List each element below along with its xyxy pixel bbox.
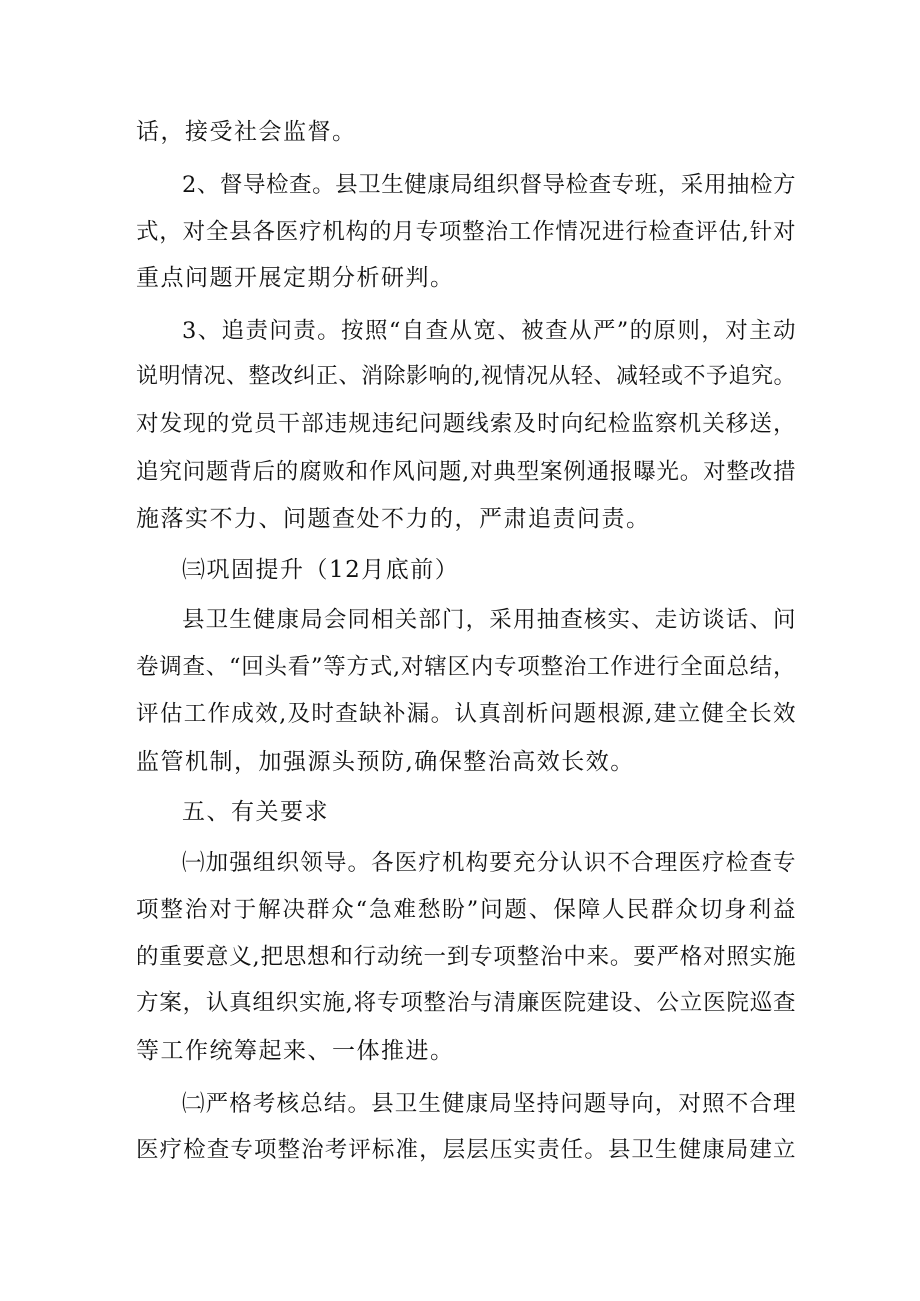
text-line: ㈡严格考核总结。县卫生健康局坚持问题导向，对照不合理 — [182, 1091, 796, 1117]
section-heading: 五、有关要求 — [182, 799, 329, 825]
text-line: 2、督导检查。县卫生健康局组织督导检查专班，采用抽检方 — [182, 172, 796, 198]
text-line: 卷调查、“回头看”等方式,对辖区内专项整治工作进行全面总结， — [136, 654, 796, 680]
text-line: 对发现的党员干部违规违纪问题线索及时向纪检监察机关移送， — [136, 411, 796, 437]
text-line: 县卫生健康局会同相关部门，采用抽查核实、走访谈话、问 — [182, 607, 796, 633]
text-line: 评估工作成效,及时查缺补漏。认真剖析问题根源,建立健全长效 — [136, 701, 796, 727]
text-line: 追究问题背后的腐败和作风问题,对典型案例通报曝光。对整改措 — [136, 459, 796, 485]
text-line: 等工作统筹起来、一体推进。 — [136, 1038, 455, 1064]
text-line: 的重要意义,把思想和行动统一到专项整治中来。要严格对照实施 — [136, 944, 796, 970]
text-line: 施落实不力、问题查处不力的，严肃追责问责。 — [136, 506, 651, 532]
text-line: 重点问题开展定期分析研判。 — [136, 265, 455, 291]
text-line: 方案，认真组织实施,将专项整治与清廉医院建设、公立医院巡查 — [136, 990, 796, 1016]
text-line: 项整治对于解决群众“急难愁盼”问题、保障人民群众切身利益 — [136, 897, 796, 923]
text-line: 医疗检查专项整治考评标准，层层压实责任。县卫生健康局建立 — [136, 1137, 796, 1163]
text-line: 式，对全县各医疗机构的月专项整治工作情况进行检查评估,针对 — [136, 219, 796, 245]
text-line: 监管机制，加强源头预防,确保整治高效长效。 — [136, 749, 635, 775]
text-line: ㈠加强组织领导。各医疗机构要充分认识不合理医疗检查专 — [182, 850, 796, 876]
text-line: 话，接受社会监督。 — [136, 119, 357, 145]
section-heading: ㈢巩固提升（12月底前） — [182, 557, 460, 583]
text-line: 说明情况、整改纠正、消除影响的,视情况从轻、减轻或不予追究。 — [136, 364, 796, 389]
text-line: 3、追责问责。按照“自查从宽、被查从严”的原则，对主动 — [182, 318, 796, 344]
